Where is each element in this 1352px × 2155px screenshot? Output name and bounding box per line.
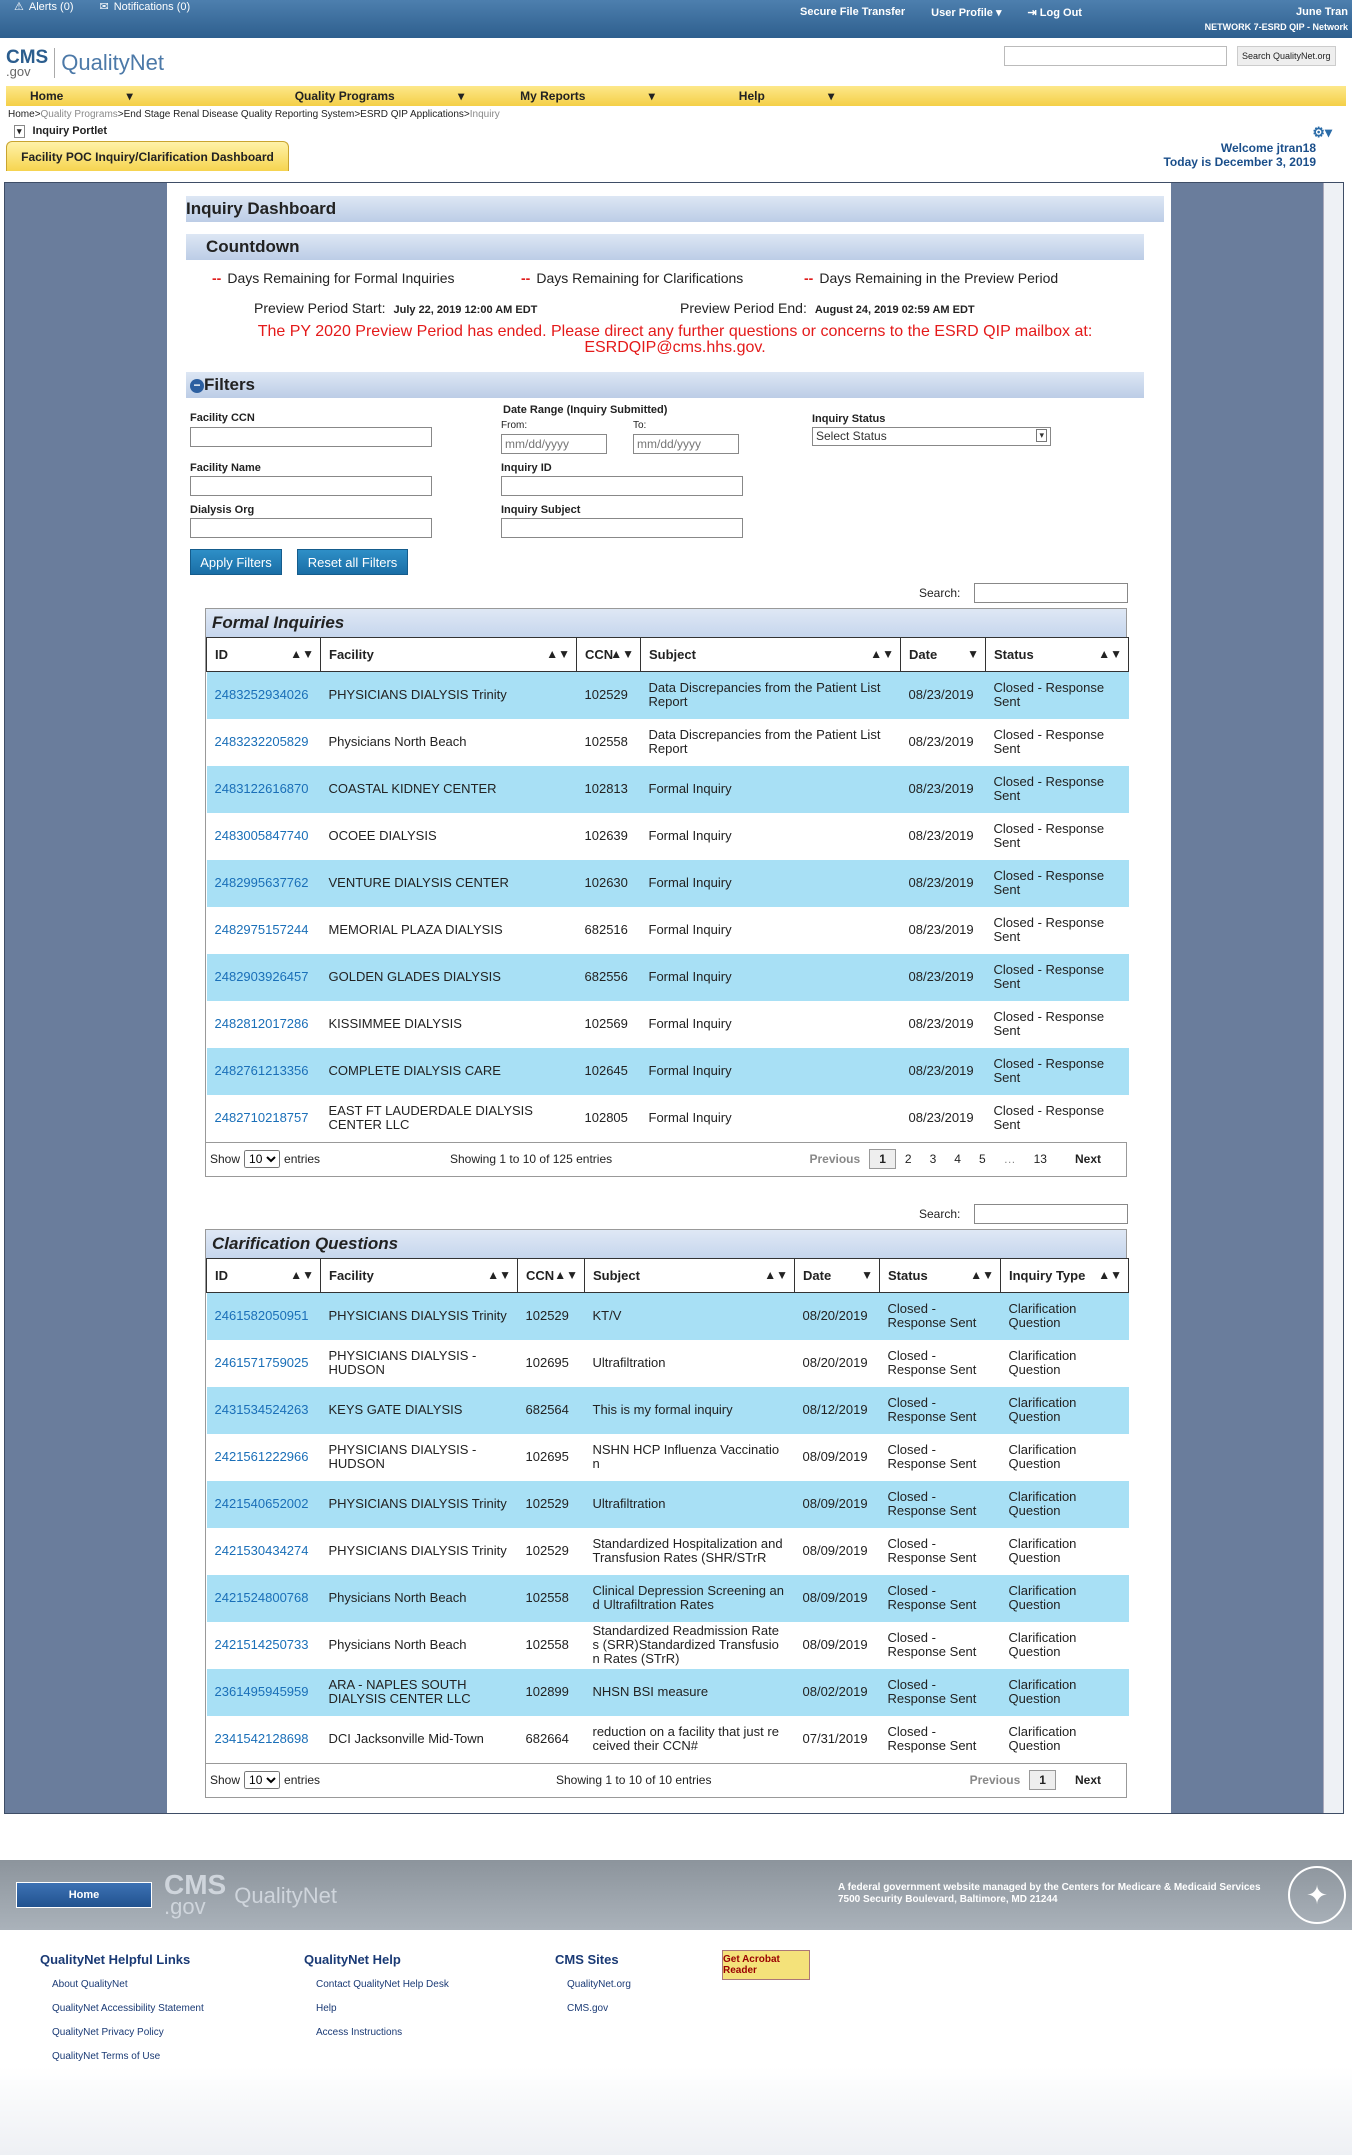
- table-cell: Ultrafiltration: [585, 1481, 795, 1528]
- table-cell: This is my formal inquiry: [585, 1387, 795, 1434]
- facility-name-label: Facility Name: [190, 462, 261, 474]
- col-status[interactable]: Status ▲▼: [880, 1259, 1001, 1293]
- col-subject[interactable]: Subject ▲▼: [585, 1259, 795, 1293]
- inquiry-id-link[interactable]: 2431534524263: [207, 1387, 321, 1434]
- prev-page-button[interactable]: Previous: [809, 1152, 861, 1166]
- table-cell: Closed - Response Sent: [986, 907, 1129, 954]
- user-profile-link[interactable]: User Profile ▾: [931, 7, 1002, 19]
- table-cell: COMPLETE DIALYSIS CARE: [321, 1048, 577, 1095]
- sort-icon: ▲▼: [546, 647, 570, 661]
- to-label: To:: [633, 420, 647, 431]
- table-cell: 102899: [518, 1669, 585, 1716]
- table-cell: Closed - Response Sent: [880, 1387, 1001, 1434]
- table-cell: 08/23/2019: [901, 1095, 986, 1142]
- inquiry-id-link[interactable]: 2483232205829: [207, 719, 321, 766]
- footer-link[interactable]: About QualityNet: [52, 1979, 128, 1990]
- inquiry-id-link[interactable]: 2461582050951: [207, 1293, 321, 1340]
- dialysis-org-label: Dialysis Org: [190, 504, 255, 516]
- inquiry-id-link[interactable]: 2341542128698: [207, 1716, 321, 1763]
- table-cell: 682516: [577, 907, 641, 954]
- table-cell: Ultrafiltration: [585, 1340, 795, 1387]
- table-row[interactable]: [207, 1622, 1129, 1669]
- filters-bar[interactable]: [186, 372, 1144, 398]
- footer-home-button[interactable]: Home: [16, 1882, 152, 1908]
- table-cell: Clarification Question: [1001, 1575, 1129, 1622]
- clar-info: Showing 1 to 10 of 10 entries: [556, 1773, 712, 1787]
- date-range-label: Date Range (Inquiry Submitted): [503, 404, 668, 416]
- menu-help[interactable]: Help ▾: [738, 89, 835, 103]
- chevron-down-icon: ▾: [995, 7, 1002, 19]
- table-row[interactable]: [207, 1001, 1129, 1048]
- table-cell: ARA - NAPLES SOUTH DIALYSIS CENTER LLC: [321, 1669, 518, 1716]
- table-cell: Clarification Question: [1001, 1434, 1129, 1481]
- table-cell: Clarification Question: [1001, 1622, 1129, 1669]
- table-cell: Clarification Question: [1001, 1481, 1129, 1528]
- table-cell: Closed - Response Sent: [880, 1528, 1001, 1575]
- table-cell: 08/23/2019: [901, 672, 986, 719]
- notifications-link[interactable]: ✉ Notifications (0): [99, 0, 191, 13]
- formal-table-footer: Show 10 entries Showing 1 to 10 of 125 entries Previous 1 2 3 4 5 … 13 Next: [206, 1142, 1126, 1176]
- table-cell: 08/23/2019: [901, 1001, 986, 1048]
- inquiry-id-link[interactable]: 2482812017286: [207, 1001, 321, 1048]
- clarification-title: Clarification Questions: [206, 1230, 1126, 1258]
- sort-desc-icon: ▼: [861, 1268, 873, 1282]
- dashboard-title: Inquiry Dashboard: [186, 199, 337, 218]
- table-cell: KT/V: [585, 1293, 795, 1340]
- facility-ccn-label: Facility CCN: [190, 412, 255, 424]
- crumb-inquiry: Inquiry: [469, 109, 500, 120]
- table-cell: Data Discrepancies from the Patient List Report: [641, 719, 901, 766]
- crumb-home[interactable]: Home: [8, 109, 35, 120]
- table-cell: 08/09/2019: [795, 1481, 880, 1528]
- table-cell: 102645: [577, 1048, 641, 1095]
- header: [0, 38, 1352, 86]
- table-cell: Formal Inquiry: [641, 813, 901, 860]
- inquiry-id-label: Inquiry ID: [501, 462, 552, 474]
- portlet-bar: [0, 123, 1352, 139]
- table-cell: 08/20/2019: [795, 1293, 880, 1340]
- countdown-formal: -- Days Remaining for Formal Inquiries: [212, 270, 455, 286]
- table-cell: NHSN BSI measure: [585, 1669, 795, 1716]
- main-menu: [6, 86, 1346, 106]
- table-cell: Closed - Response Sent: [880, 1434, 1001, 1481]
- minus-circle-icon[interactable]: −: [190, 379, 204, 393]
- table-row[interactable]: [207, 1528, 1129, 1575]
- countdown-clar: -- Days Remaining for Clarifications: [521, 270, 744, 286]
- table-row[interactable]: [207, 1293, 1129, 1340]
- table-cell: Closed - Response Sent: [986, 1048, 1129, 1095]
- table-cell: Clarification Question: [1001, 1340, 1129, 1387]
- table-cell: Data Discrepancies from the Patient List Report: [641, 672, 901, 719]
- table-cell: 08/09/2019: [795, 1434, 880, 1481]
- table-cell: 08/12/2019: [795, 1387, 880, 1434]
- footer-note: A federal government website managed by the Centers for Medicare & Medicaid Services: [838, 1882, 1261, 1893]
- table-cell: PHYSICIANS DIALYSIS - HUDSON: [321, 1434, 518, 1481]
- page-button[interactable]: 4: [954, 1152, 961, 1166]
- table-cell: Closed - Response Sent: [986, 1001, 1129, 1048]
- crumb-apps[interactable]: ESRD QIP Applications: [360, 109, 464, 120]
- mail-icon: ✉: [99, 1, 109, 13]
- table-cell: 08/09/2019: [795, 1622, 880, 1669]
- table-row[interactable]: [207, 1716, 1129, 1763]
- table-cell: Clarification Question: [1001, 1293, 1129, 1340]
- table-cell: PHYSICIANS DIALYSIS Trinity: [321, 1481, 518, 1528]
- today-text: Today is December 3, 2019: [1163, 155, 1316, 169]
- sort-icon: ▲▼: [1098, 1268, 1122, 1282]
- portlet-title: Inquiry Portlet: [32, 125, 108, 137]
- inquiry-subject-input[interactable]: [501, 518, 743, 538]
- menu-home[interactable]: Home ▾: [30, 89, 133, 103]
- sort-icon: ▲▼: [610, 647, 634, 661]
- table-cell: Closed - Response Sent: [880, 1293, 1001, 1340]
- table-row[interactable]: [207, 813, 1129, 860]
- table-cell: Closed - Response Sent: [880, 1622, 1001, 1669]
- table-cell: 102529: [577, 672, 641, 719]
- table-cell: 102529: [518, 1528, 585, 1575]
- countdown-title: Countdown: [206, 237, 300, 256]
- table-cell: Formal Inquiry: [641, 766, 901, 813]
- breadcrumb: Home>Quality Programs>End Stage Renal Disease Quality Reporting System>ESRD QIP Applications>Inquiry: [8, 109, 500, 120]
- table-cell: 102639: [577, 813, 641, 860]
- table-cell: Formal Inquiry: [641, 860, 901, 907]
- col-inquiry-type[interactable]: Inquiry Type ▲▼: [1001, 1259, 1129, 1293]
- table-cell: Closed - Response Sent: [880, 1340, 1001, 1387]
- table-cell: 102695: [518, 1340, 585, 1387]
- formal-entries-select[interactable]: [244, 1150, 280, 1168]
- table-cell: COASTAL KIDNEY CENTER: [321, 766, 577, 813]
- dashboard-title-bar: [186, 196, 1164, 222]
- table-cell: PHYSICIANS DIALYSIS Trinity: [321, 1528, 518, 1575]
- table-cell: EAST FT LAUDERDALE DIALYSIS CENTER LLC: [321, 1095, 577, 1142]
- inquiry-id-link[interactable]: 2482710218757: [207, 1095, 321, 1142]
- date-to-input[interactable]: [633, 434, 739, 454]
- table-cell: Formal Inquiry: [641, 1001, 901, 1048]
- pagination-ellipsis: …: [1003, 1152, 1016, 1166]
- table-row[interactable]: [207, 860, 1129, 907]
- table-row[interactable]: [207, 1340, 1129, 1387]
- table-cell: 08/23/2019: [901, 860, 986, 907]
- table-cell: OCOEE DIALYSIS: [321, 813, 577, 860]
- table-cell: Clarification Question: [1001, 1387, 1129, 1434]
- table-cell: Closed - Response Sent: [880, 1716, 1001, 1763]
- table-cell: 08/23/2019: [901, 766, 986, 813]
- table-cell: DCI Jacksonville Mid-Town: [321, 1716, 518, 1763]
- from-label: From:: [501, 420, 528, 431]
- footer-cms-logo: CMS .gov QualityNet: [164, 1869, 337, 1919]
- sort-icon: ▲▼: [1098, 647, 1122, 661]
- reset-filters-button[interactable]: Reset all Filters: [297, 549, 408, 575]
- formal-info: Showing 1 to 10 of 125 entries: [450, 1152, 613, 1166]
- table-cell: Closed - Response Sent: [986, 719, 1129, 766]
- crumb-quality-programs[interactable]: Quality Programs: [40, 109, 118, 120]
- table-cell: 08/09/2019: [795, 1575, 880, 1622]
- sort-icon: ▲▼: [487, 1268, 511, 1282]
- table-cell: 08/23/2019: [901, 813, 986, 860]
- sort-desc-icon: ▼: [967, 647, 979, 661]
- footer-link[interactable]: CMS.gov: [567, 2003, 609, 2014]
- table-cell: KISSIMMEE DIALYSIS: [321, 1001, 577, 1048]
- table-cell: PHYSICIANS DIALYSIS - HUDSON: [321, 1340, 518, 1387]
- sort-icon: ▲▼: [290, 647, 314, 661]
- prev-page-button[interactable]: Previous: [969, 1773, 1021, 1787]
- table-cell: 08/09/2019: [795, 1528, 880, 1575]
- sort-icon: ▲▼: [554, 1268, 578, 1282]
- next-page-button[interactable]: Next: [1074, 1152, 1101, 1166]
- col-id[interactable]: ID ▲▼: [207, 638, 321, 672]
- table-cell: Closed - Response Sent: [880, 1669, 1001, 1716]
- inquiry-id-link[interactable]: 2361495945959: [207, 1669, 321, 1716]
- page-button[interactable]: 1: [1029, 1770, 1056, 1790]
- table-cell: Clarification Question: [1001, 1716, 1129, 1763]
- apply-filters-button[interactable]: Apply Filters: [190, 549, 282, 575]
- table-row[interactable]: [207, 907, 1129, 954]
- table-cell: Closed - Response Sent: [986, 672, 1129, 719]
- dialysis-org-input[interactable]: [190, 518, 432, 538]
- inquiry-status-select[interactable]: Select Status ▾: [812, 427, 1051, 446]
- table-cell: Standardized Hospitalization and Transfusion Rates (SHR/STrR: [585, 1528, 795, 1575]
- inquiry-id-link[interactable]: 2421540652002: [207, 1481, 321, 1528]
- table-cell: Formal Inquiry: [641, 1048, 901, 1095]
- table-cell: Clinical Depression Screening an d Ultrafiltration Rates: [585, 1575, 795, 1622]
- bell-icon: ⚠: [14, 1, 24, 13]
- col-ccn[interactable]: CCN ▲▼: [577, 638, 641, 672]
- inquiry-id-link[interactable]: 2421530434274: [207, 1528, 321, 1575]
- footer-link[interactable]: QualityNet Privacy Policy: [52, 2027, 164, 2038]
- col-facility[interactable]: Facility ▲▼: [321, 638, 577, 672]
- footer-link[interactable]: QualityNet Accessibility Statement: [52, 2003, 204, 2014]
- col-subject[interactable]: Subject ▲▼: [641, 638, 901, 672]
- inquiry-id-link[interactable]: 2483005847740: [207, 813, 321, 860]
- inquiry-id-link[interactable]: 2461571759025: [207, 1340, 321, 1387]
- footer: [0, 1860, 1352, 2155]
- table-cell: 08/23/2019: [901, 954, 986, 1001]
- table-cell: PHYSICIANS DIALYSIS Trinity: [321, 1293, 518, 1340]
- inquiry-id-link[interactable]: 2482903926457: [207, 954, 321, 1001]
- table-row[interactable]: [207, 1481, 1129, 1528]
- table-cell: reduction on a facility that just re ceived their CCN#: [585, 1716, 795, 1763]
- hhs-eagle-icon: ✦: [1288, 1866, 1346, 1924]
- crumb-esrd[interactable]: End Stage Renal Disease Quality Reporting System: [123, 109, 355, 120]
- inquiry-id-link[interactable]: 2421524800768: [207, 1575, 321, 1622]
- table-cell: 102558: [577, 719, 641, 766]
- table-row[interactable]: [207, 672, 1129, 719]
- table-cell: 08/23/2019: [901, 907, 986, 954]
- inquiry-id-link[interactable]: 2483252934026: [207, 672, 321, 719]
- col-facility[interactable]: Facility ▲▼: [321, 1259, 518, 1293]
- table-cell: Closed - Response Sent: [986, 860, 1129, 907]
- formal-inquiries-title: Formal Inquiries: [206, 609, 1126, 637]
- footer-link[interactable]: Help: [316, 2003, 337, 2014]
- table-cell: Physicians North Beach: [321, 719, 577, 766]
- table-row[interactable]: [207, 1048, 1129, 1095]
- table-cell: Formal Inquiry: [641, 1095, 901, 1142]
- inquiry-id-link[interactable]: 2421514250733: [207, 1622, 321, 1669]
- table-cell: MEMORIAL PLAZA DIALYSIS: [321, 907, 577, 954]
- clar-entries-select[interactable]: [244, 1771, 280, 1789]
- table-row[interactable]: [207, 1387, 1129, 1434]
- inquiry-status-label: Inquiry Status: [812, 413, 886, 425]
- secure-file-transfer-link[interactable]: Secure File Transfer: [800, 6, 906, 18]
- clar-search: Search:: [919, 1204, 1128, 1224]
- footer-link[interactable]: Contact QualityNet Help Desk: [316, 1979, 449, 1990]
- clar-table-footer: Show 10 entries Showing 1 to 10 of 10 entries Previous 1 Next: [206, 1763, 1126, 1797]
- table-cell: 102529: [518, 1481, 585, 1528]
- network-name: NETWORK 7-ESRD QIP - Network: [1204, 22, 1348, 32]
- logout-link[interactable]: ⇥ Log Out: [1027, 7, 1082, 19]
- formal-inquiries-table: [205, 608, 1127, 1177]
- table-cell: 102695: [518, 1434, 585, 1481]
- page-button[interactable]: 2: [904, 1152, 912, 1166]
- clar-pagination: [961, 1770, 1110, 1790]
- table-cell: 102805: [577, 1095, 641, 1142]
- table-row[interactable]: [207, 1434, 1129, 1481]
- sort-icon: ▲▼: [970, 1268, 994, 1282]
- table-cell: Formal Inquiry: [641, 954, 901, 1001]
- sort-icon: ▲▼: [290, 1268, 314, 1282]
- countdown-preview: -- Days Remaining in the Preview Period: [804, 270, 1059, 286]
- col-status[interactable]: Status ▲▼: [986, 638, 1129, 672]
- alerts-link[interactable]: ⚠ Alerts (0): [14, 0, 74, 13]
- table-cell: 07/31/2019: [795, 1716, 880, 1763]
- table-cell: 682564: [518, 1387, 585, 1434]
- table-cell: 08/02/2019: [795, 1669, 880, 1716]
- page-button[interactable]: 13: [1033, 1152, 1047, 1166]
- table-cell: KEYS GATE DIALYSIS: [321, 1387, 518, 1434]
- table-cell: 102529: [518, 1293, 585, 1340]
- table-row[interactable]: [207, 766, 1129, 813]
- date-from-input[interactable]: [501, 434, 607, 454]
- footer-helpful-links: QualityNet Helpful Links About QualityNet QualityNet Accessibility Statement QualityNet Privacy Policy QualityNet Terms of Use: [40, 1952, 204, 2075]
- table-row[interactable]: [207, 1575, 1129, 1622]
- table-row[interactable]: [207, 719, 1129, 766]
- formal-pagination: [800, 1149, 1110, 1169]
- table-cell: 102813: [577, 766, 641, 813]
- gear-icon[interactable]: ⚙▾: [1312, 124, 1332, 140]
- col-ccn[interactable]: CCN ▲▼: [518, 1259, 585, 1293]
- table-cell: Closed - Response Sent: [986, 954, 1129, 1001]
- table-cell: Clarification Question: [1001, 1528, 1129, 1575]
- countdown-bar: [186, 234, 1144, 260]
- welcome-text: Welcome jtran18: [1220, 141, 1316, 155]
- table-cell: 682664: [518, 1716, 585, 1763]
- table-cell: VENTURE DIALYSIS CENTER: [321, 860, 577, 907]
- scrollbar[interactable]: [1323, 183, 1343, 1813]
- footer-help: QualityNet Help Contact QualityNet Help Desk Help Access Instructions: [304, 1952, 449, 2051]
- menu-my-reports[interactable]: My Reports ▾: [520, 89, 655, 103]
- table-cell: Formal Inquiry: [641, 907, 901, 954]
- clar-search-input[interactable]: [974, 1204, 1128, 1224]
- menu-quality-programs[interactable]: Quality Programs ▾: [294, 89, 465, 103]
- preview-start: Preview Period Start: July 22, 2019 12:00 AM EDT: [254, 300, 538, 316]
- inquiry-id-link[interactable]: 2482761213356: [207, 1048, 321, 1095]
- facility-name-input[interactable]: [190, 476, 432, 496]
- table-cell: PHYSICIANS DIALYSIS Trinity: [321, 672, 577, 719]
- table-cell: Closed - Response Sent: [880, 1481, 1001, 1528]
- top-bar: [0, 0, 1352, 38]
- clarification-table: [205, 1229, 1127, 1798]
- filters-title: Filters: [204, 375, 256, 394]
- inquiry-id-link[interactable]: 2421561222966: [207, 1434, 321, 1481]
- collapse-icon[interactable]: ▾: [14, 125, 25, 138]
- tab-facility-poc-dashboard[interactable]: Facility POC Inquiry/Clarification Dashboard: [6, 141, 289, 171]
- col-id[interactable]: ID ▲▼: [207, 1259, 321, 1293]
- page-button[interactable]: 3: [929, 1152, 937, 1166]
- inquiry-id-link[interactable]: 2482975157244: [207, 907, 321, 954]
- preview-end: Preview Period End: August 24, 2019 02:59 AM EDT: [680, 300, 975, 316]
- sort-icon: ▲▼: [870, 647, 894, 661]
- footer-cms-sites: CMS Sites QualityNet.org CMS.gov: [555, 1952, 631, 2027]
- table-cell: 102558: [518, 1575, 585, 1622]
- table-cell: 102569: [577, 1001, 641, 1048]
- footer-link[interactable]: QualityNet.org: [567, 1979, 631, 1990]
- col-date[interactable]: Date ▼: [795, 1259, 880, 1293]
- footer-link[interactable]: QualityNet Terms of Use: [52, 2051, 161, 2062]
- table-cell: 08/20/2019: [795, 1340, 880, 1387]
- acrobat-reader-badge[interactable]: Get Acrobat Reader: [722, 1950, 810, 1980]
- table-cell: Closed - Response Sent: [880, 1575, 1001, 1622]
- table-row[interactable]: [207, 954, 1129, 1001]
- inquiry-id-link[interactable]: 2482995637762: [207, 860, 321, 907]
- search-qualitynet-button[interactable]: Search QualityNet.org: [1237, 46, 1336, 66]
- formal-search: Search:: [919, 583, 1128, 603]
- facility-ccn-input[interactable]: [190, 427, 432, 447]
- chevron-down-icon: ▾: [1036, 429, 1047, 442]
- inquiry-subject-label: Inquiry Subject: [501, 504, 581, 516]
- table-cell: NSHN HCP Influenza Vaccinatio n: [585, 1434, 795, 1481]
- table-cell: Closed - Response Sent: [986, 766, 1129, 813]
- table-cell: 102630: [577, 860, 641, 907]
- footer-link[interactable]: Access Instructions: [316, 2027, 403, 2038]
- page-button[interactable]: 1: [869, 1149, 896, 1169]
- footer-address: 7500 Security Boulevard, Baltimore, MD 21244: [838, 1894, 1058, 1905]
- table-cell: 102558: [518, 1622, 585, 1669]
- table-cell: 682556: [577, 954, 641, 1001]
- user-name: June Tran: [1296, 6, 1348, 18]
- next-page-button[interactable]: Next: [1074, 1773, 1101, 1787]
- table-cell: Clarification Question: [1001, 1669, 1129, 1716]
- table-cell: Closed - Response Sent: [986, 1095, 1129, 1142]
- table-cell: GOLDEN GLADES DIALYSIS: [321, 954, 577, 1001]
- table-row[interactable]: [207, 1669, 1129, 1716]
- col-date[interactable]: Date ▼: [901, 638, 986, 672]
- table-cell: 08/23/2019: [901, 719, 986, 766]
- table-cell: Standardized Readmission Rate s (SRR)Standardized Transfusio n Rates (STrR): [585, 1622, 795, 1669]
- table-cell: Closed - Response Sent: [986, 813, 1129, 860]
- formal-search-input[interactable]: [974, 583, 1128, 603]
- table-cell: Physicians North Beach: [321, 1575, 518, 1622]
- page-button[interactable]: 5: [978, 1152, 986, 1166]
- inquiry-id-link[interactable]: 2483122616870: [207, 766, 321, 813]
- logout-icon: ⇥: [1027, 7, 1037, 19]
- sort-icon: ▲▼: [764, 1268, 788, 1282]
- inquiry-id-input[interactable]: [501, 476, 743, 496]
- table-cell: Physicians North Beach: [321, 1622, 518, 1669]
- cms-qualitynet-logo[interactable]: CMS .gov QualityNet: [6, 47, 164, 79]
- table-cell: 08/23/2019: [901, 1048, 986, 1095]
- table-row[interactable]: [207, 1095, 1129, 1142]
- preview-ended-message: The PY 2020 Preview Period has ended. Please direct any further questions or concerns to the ESRD QIP mailbox at: ESRDQIP@cms.hhs.gov.: [257, 323, 1093, 356]
- site-search-input[interactable]: [1004, 46, 1227, 66]
